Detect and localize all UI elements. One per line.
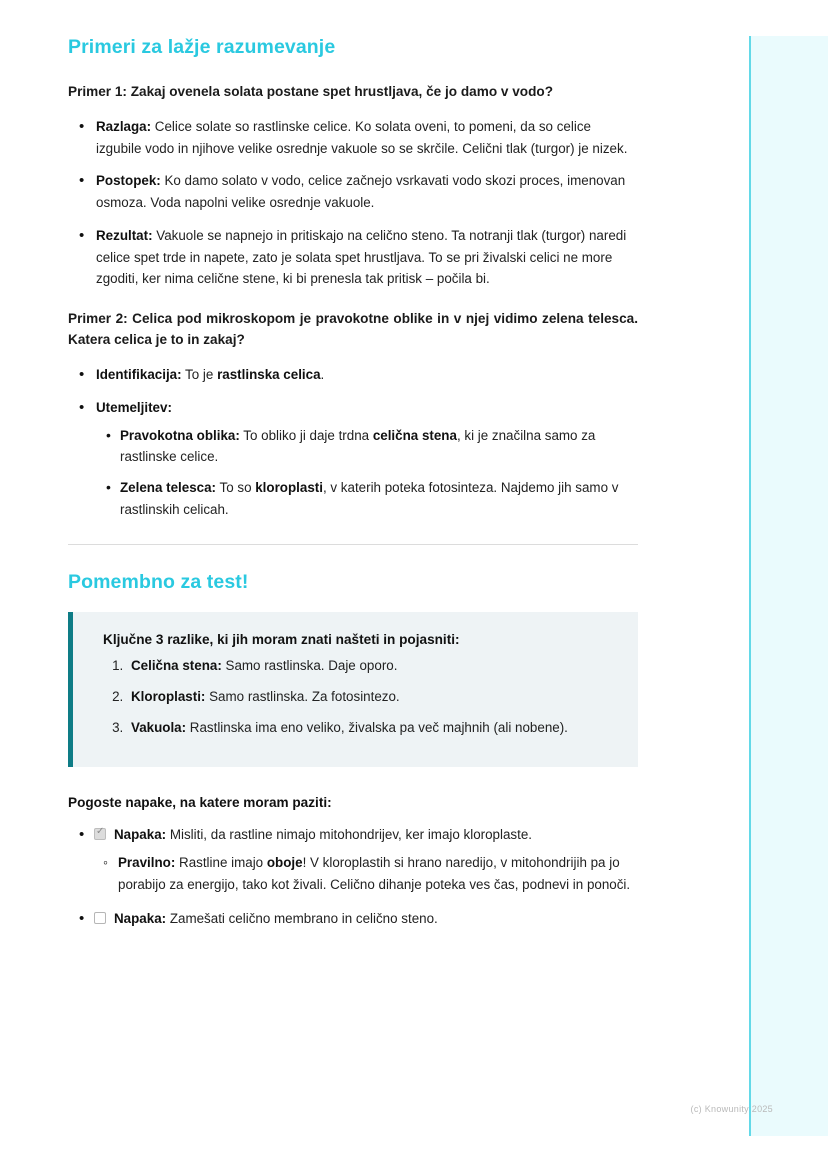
list-item	[127, 686, 614, 708]
page-title: Primeri za lažje razumevanje	[68, 36, 336, 58]
example-2-list	[68, 364, 638, 520]
item-text: To so	[216, 479, 256, 495]
item-label: Rezultat:	[96, 227, 153, 243]
justification-sublist	[96, 425, 638, 521]
item-text: To obliko ji daje trdna	[239, 427, 373, 443]
item-text: Samo rastlinska. Za fotosintezo.	[205, 689, 400, 705]
item-text: Zamešati celično membrano in celično steno.	[166, 910, 438, 926]
checkbox-checked-icon[interactable]	[94, 828, 106, 840]
item-label: Zelena telesca:	[120, 479, 217, 495]
item-text: Samo rastlinska. Daje oporo.	[221, 658, 398, 674]
item-text: Rastlinska ima eno veliko, živalska pa več majhnih (ali nobene).	[186, 719, 568, 735]
item-emphasis: kloroplasti	[255, 479, 323, 495]
list-item	[94, 397, 638, 521]
list-item	[94, 225, 638, 290]
item-label: Postopek:	[96, 173, 161, 189]
item-text: Rastline imajo	[175, 855, 267, 871]
list-item	[94, 908, 638, 930]
common-mistakes-list	[68, 824, 638, 929]
item-label: Celična stena:	[131, 658, 222, 674]
list-item	[120, 477, 638, 520]
example-1-heading: Primer 1: Zakaj ovenela solata postane spet hrustljava, če jo damo v vodo?	[68, 84, 554, 99]
list-item	[94, 364, 638, 386]
list-item	[127, 655, 614, 677]
page-edge-accent-line	[749, 36, 751, 1136]
item-text-tail: , v katerih poteka fotosinteza. Najdemo jih samo v rastlinskih celicah.	[120, 479, 619, 517]
example-1-list	[68, 116, 638, 290]
item-text: Vakuole se napnejo in pritiskajo na celično steno. Ta notranji tlak (turgor) naredi celice spet trde in napete, zato je solata spet hrustljava. To se pri živalski celici ne more zgoditi, ker nima celične stene, ki bi prenesla tak pritisk – počila bi.	[96, 227, 627, 287]
list-item	[94, 170, 638, 213]
item-label: Utemeljitev:	[96, 399, 172, 415]
item-label: Pravokotna oblika:	[120, 427, 240, 443]
section-title-important: Pomembno za test!	[68, 571, 249, 594]
item-text: Ko damo solato v vodo, celice začnejo vsrkavati vodo skozi proces, imenovan osmoza. Voda napolni velike osrednje vakuole.	[96, 173, 626, 211]
list-item	[127, 717, 614, 739]
item-text: Misliti, da rastline nimajo mitohondrijev, ker imajo kloroplaste.	[166, 827, 533, 843]
item-text-tail: , ki je značilna samo za rastlinske celice.	[120, 427, 596, 465]
item-label: Identifikacija:	[96, 367, 182, 383]
item-emphasis: celična stena	[372, 427, 457, 443]
item-emphasis: rastlinska celica	[217, 367, 321, 383]
item-label: Napaka:	[114, 827, 167, 843]
callout-title: Ključne 3 razlike, ki jih moram znati našteti in pojasniti:	[103, 632, 460, 648]
item-label: Razlaga:	[96, 119, 152, 135]
list-item	[120, 425, 638, 468]
item-text: Celice solate so rastlinske celice. Ko solata oveni, to pomeni, da so celice izgubile vodo in njihove velike osrednje vakuole so se skrčile. Celični tlak (turgor) je nizek.	[96, 119, 628, 156]
item-text: To je	[181, 367, 218, 383]
correction-sublist	[94, 852, 638, 895]
list-item	[94, 824, 638, 895]
item-emphasis: oboje	[266, 855, 303, 871]
item-label: Vakuola:	[131, 719, 187, 735]
page-edge-strip	[750, 36, 828, 1136]
item-text-tail: ! V kloroplastih si hrano naredijo, v mitohondrijih pa jo porabijo za energijo, tako kot živali. Celično dihanje poteka ves čas, podnevi in ponoči.	[118, 855, 631, 892]
item-label: Pravilno:	[118, 855, 176, 871]
item-text-tail: .	[320, 367, 325, 383]
section-divider	[68, 544, 638, 545]
common-mistakes-heading: Pogoste napake, na katere moram paziti:	[68, 795, 332, 811]
list-item	[118, 852, 638, 895]
item-label: Napaka:	[114, 910, 167, 926]
checkbox-unchecked-icon[interactable]	[94, 912, 106, 924]
watermark: (c) Knowunity 2025	[690, 1104, 773, 1114]
document-content	[68, 36, 638, 941]
key-differences-callout	[68, 612, 638, 767]
item-label: Kloroplasti:	[131, 689, 206, 705]
key-differences-list	[103, 655, 614, 738]
list-item	[94, 116, 638, 159]
example-2-heading: Primer 2: Celica pod mikroskopom je pravokotne oblike in v njej vidimo zelena telesca. Katera celica je to in zakaj?	[68, 310, 638, 348]
